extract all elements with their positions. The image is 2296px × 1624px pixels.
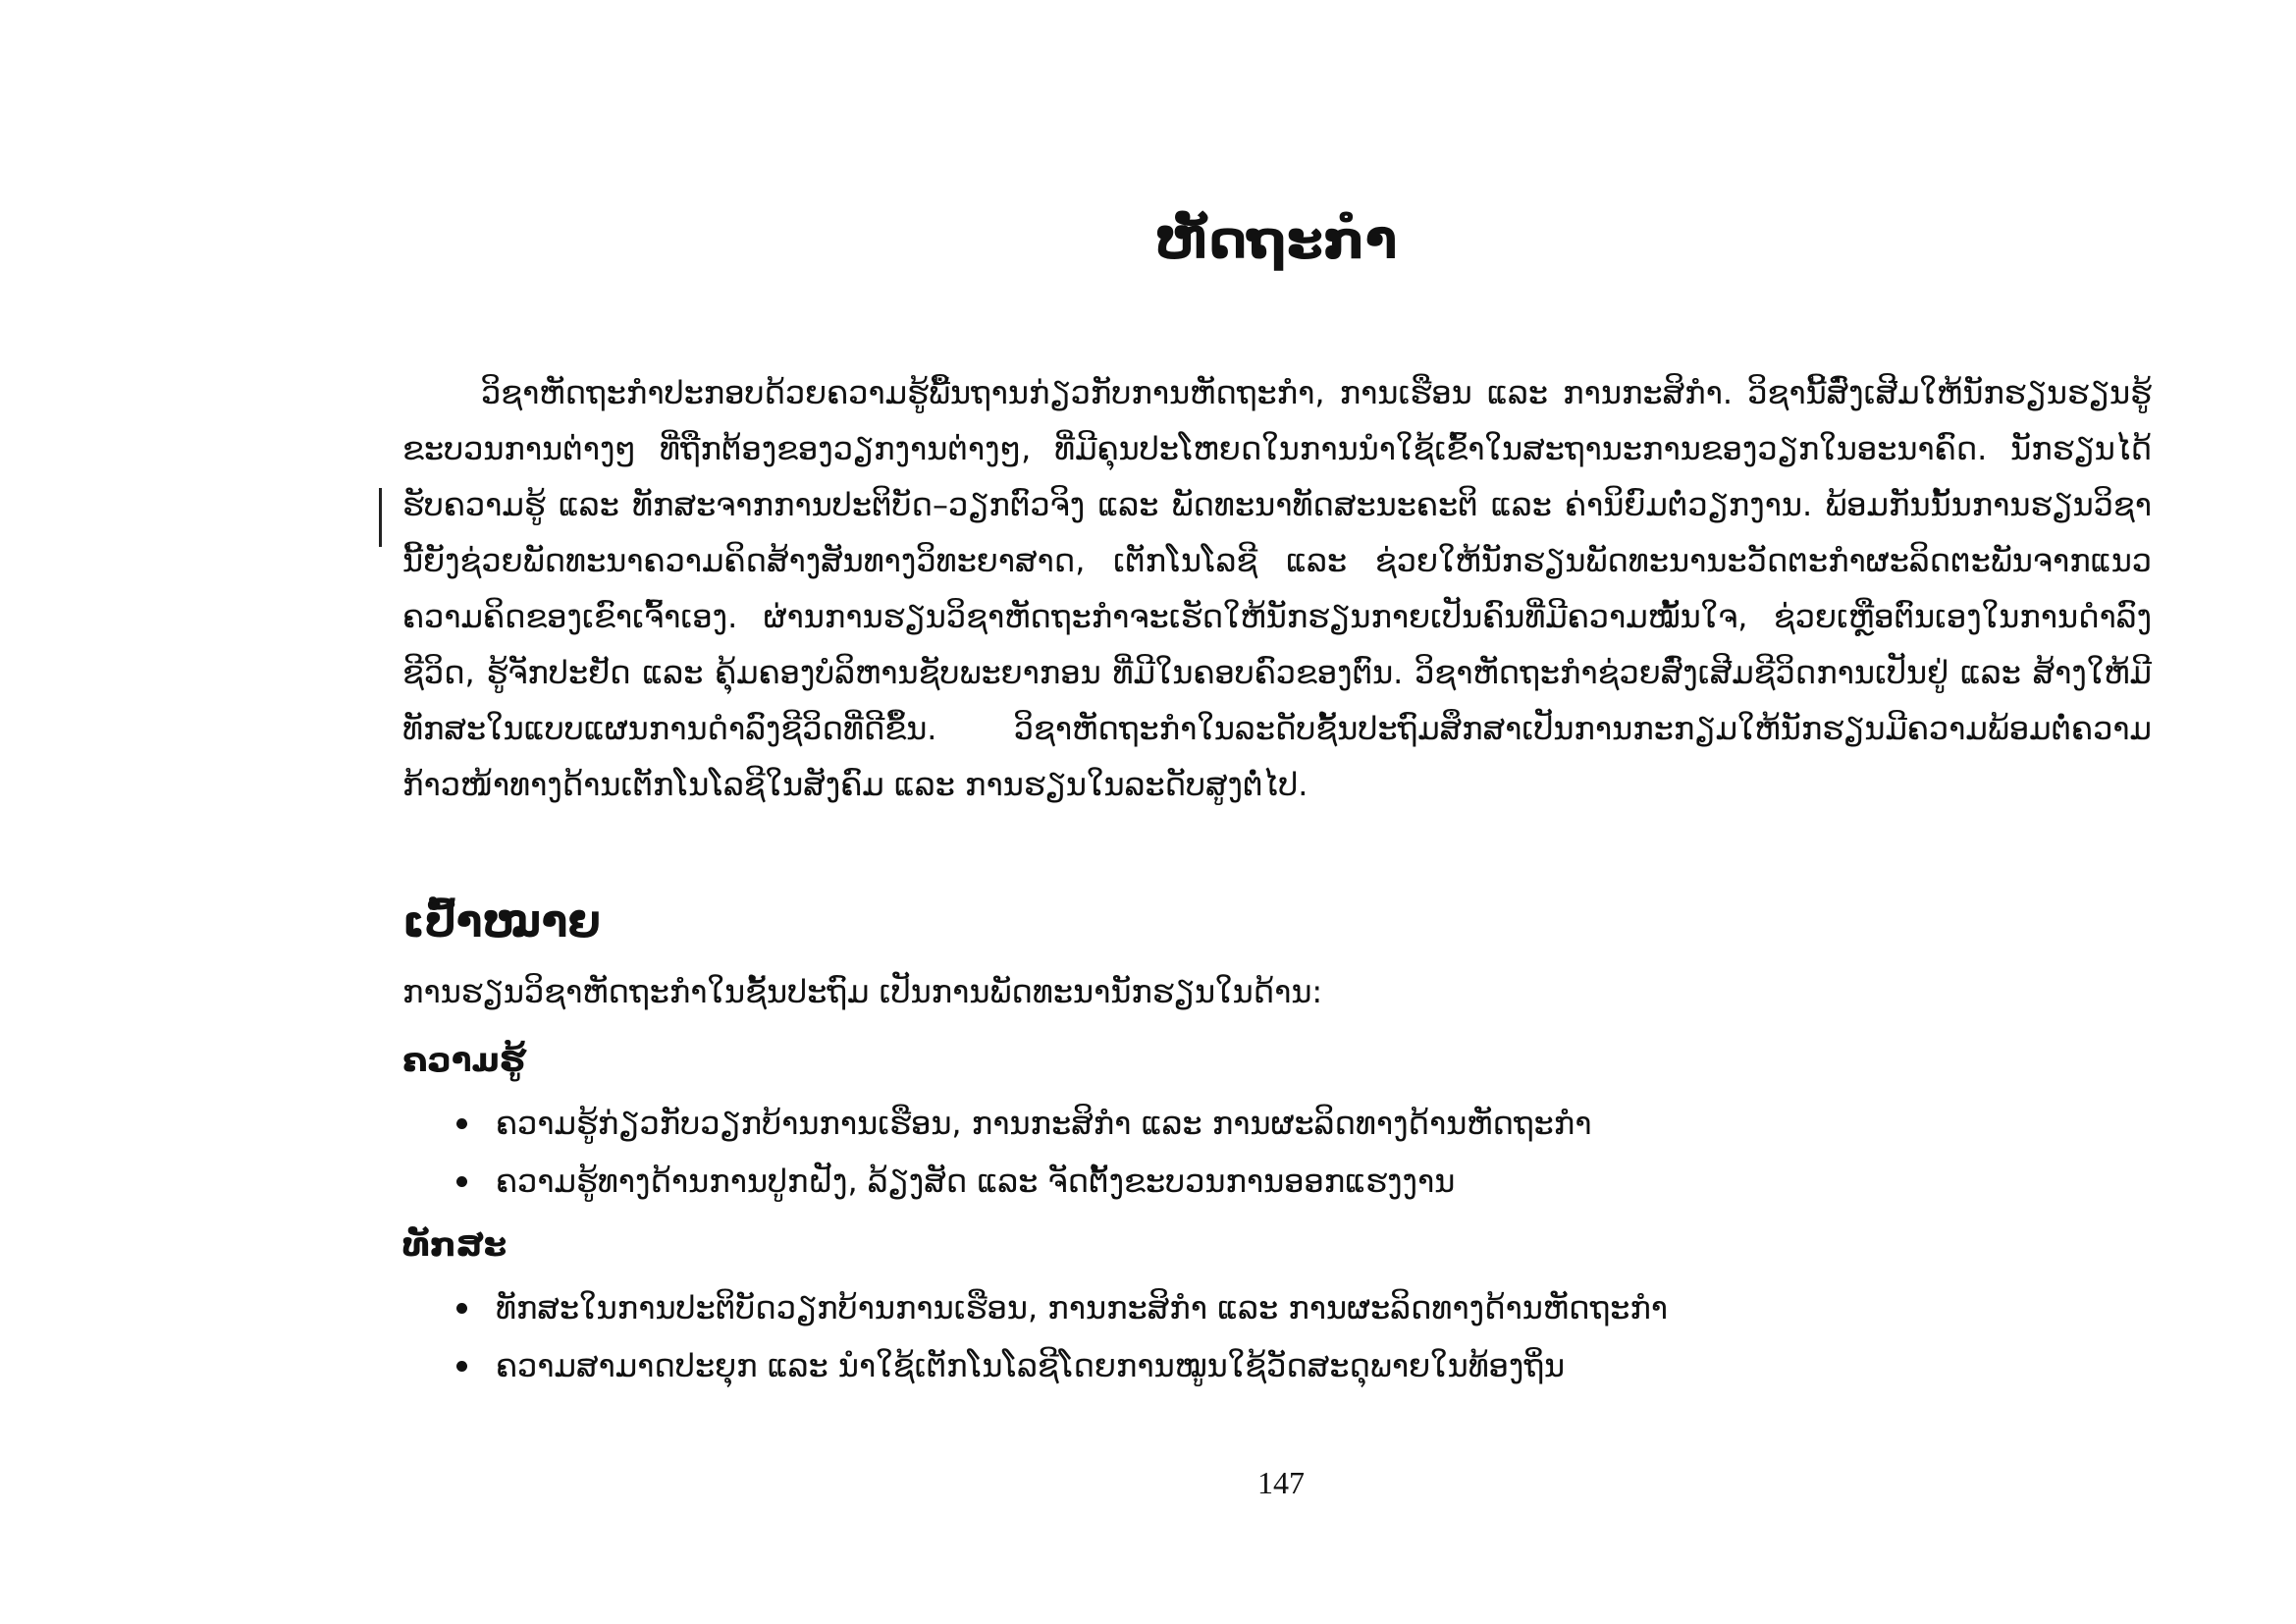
bullet-icon bbox=[456, 1176, 467, 1187]
list-item-text: ທັກສະໃນການປະຕິບັດວຽກບ້ານການເຮືອນ, ການກະສິກຳ ແລະ ການຜະລິດທາງດ້ານຫັດຖະກຳ bbox=[496, 1289, 1669, 1326]
skills-heading: ທັກສະ bbox=[402, 1225, 507, 1265]
objectives-intro: ການຮຽນວິຊາຫັດຖະກຳໃນຊັ້ນປະຖົມ ເປັນການພັດທະນານັກຮຽນໃນດ້ານ: bbox=[402, 973, 1323, 1010]
intro-paragraph: ວິຊາຫັດຖະກຳປະກອບດ້ວຍຄວາມຮູ້ພື້ນຖານກ່ຽວກັບການຫັດຖະກຳ, ການເຮືອນ ແລະ ການກະສິກຳ. ວິຊານີ້ສົ່ງເສີມໃຫ້ນັກຮຽນຮຽນຮູ້ຂະບວນການຕ່າງໆ ທີ່ຖືກຕ້ອງຂອງວຽກງານຕ່າງໆ, ທີ່ມີຄຸນປະໂຫຍດໃນການນຳໃຊ້ເຂົ້າໃນສະຖານະການຂອງວຽກໃນອະນາຄົດ. ນັກຮຽນໄດ້ຮັບຄວາມຮູ້ ແລະ ທັກສະຈາກການປະຕິບັດ–ວຽກຕົວຈິງ ແລະ ພັດທະນາທັດສະນະຄະຕິ ແລະ ຄ່ານິຍົມຕໍ່ວຽກງານ. ພ້ອມກັນນັ້ນການຮຽນວິຊານີ້ຍັງຊ່ວຍພັດທະນາຄວາມຄິດສ້າງສັນທາງວິທະຍາສາດ, ເຕັກໂນໂລຊີ ແລະ ຊ່ວຍໃຫ້ນັກຮຽນພັດທະນານະວັດຕະກຳຜະລິດຕະພັນຈາກແນວຄວາມຄິດຂອງເຂົາເຈົ້າເອງ. ຜ່ານການຮຽນວິຊາຫັດຖະກຳຈະເຮັດໃຫ້ນັກຮຽນກາຍເປັນຄົນທີ່ມີຄວາມໝັ້ນໃຈ, ຊ່ວຍເຫຼືອຕົນເອງໃນການດຳລົງຊີວິດ, ຮູ້ຈັກປະຢັດ ແລະ ຄຸ້ມຄອງບໍລິຫານຊັບພະຍາກອນ ທີ່ມີໃນຄອບຄົວຂອງຕົນ. ວິຊາຫັດຖະກຳຊ່ວຍສົ່ງເສີມຊີວິດການເປັນຢູ່ ແລະ ສ້າງໃຫ້ມີທັກສະໃນແບບແຜນການດຳລົງຊີວິດທີ່ດີຂຶ້ນ. ວິຊາຫັດຖະກຳໃນລະດັບຊັ້ນປະຖົມສຶກສາເປັນການກະກຽມໃຫ້ນັກຮຽນມີຄວາມພ້ອມຕໍ່ຄວາມກ້າວໜ້າທາງດ້ານເຕັກໂນໂລຊີໃນສັງຄົມ ແລະ ການຮຽນໃນລະດັບສູງຕໍ່ໄປ. bbox=[402, 374, 2152, 803]
list-item-text: ຄວາມສາມາດປະຍຸກ ແລະ ນຳໃຊ້ເຕັກໂນໂລຊີໂດຍການໝູນໃຊ້ວັດສະດຸພາຍໃນທ້ອງຖິ່ນ bbox=[496, 1347, 1566, 1384]
list-item bbox=[447, 1337, 1668, 1395]
list-item bbox=[447, 1279, 1668, 1337]
bullet-icon bbox=[456, 1303, 467, 1314]
list-item bbox=[447, 1095, 1591, 1153]
page-number: 147 bbox=[1257, 1465, 1305, 1500]
list-item-text: ຄວາມຮູ້ທາງດ້ານການປູກຝັງ, ລ້ຽງສັດ ແລະ ຈັດຕັ້ງຂະບວນການອອກແຮງງານ bbox=[496, 1163, 1456, 1200]
objectives-heading: ເປົ້າໝາຍ bbox=[402, 897, 601, 947]
margin-change-bar bbox=[379, 488, 382, 547]
page-title: ຫັດຖະກຳ bbox=[1154, 209, 1398, 271]
list-item bbox=[447, 1153, 1591, 1211]
skills-list bbox=[447, 1279, 1668, 1395]
list-item-text: ຄວາມຮູ້ກ່ຽວກັບວຽກບ້ານການເຮືອນ, ການກະສິກຳ ແລະ ການຜະລິດທາງດ້ານຫັດຖະກຳ bbox=[496, 1105, 1592, 1142]
bullet-icon bbox=[456, 1361, 467, 1372]
bullet-icon bbox=[456, 1118, 467, 1129]
knowledge-heading: ຄວາມຮູ້ bbox=[402, 1041, 526, 1080]
knowledge-list bbox=[447, 1095, 1591, 1211]
